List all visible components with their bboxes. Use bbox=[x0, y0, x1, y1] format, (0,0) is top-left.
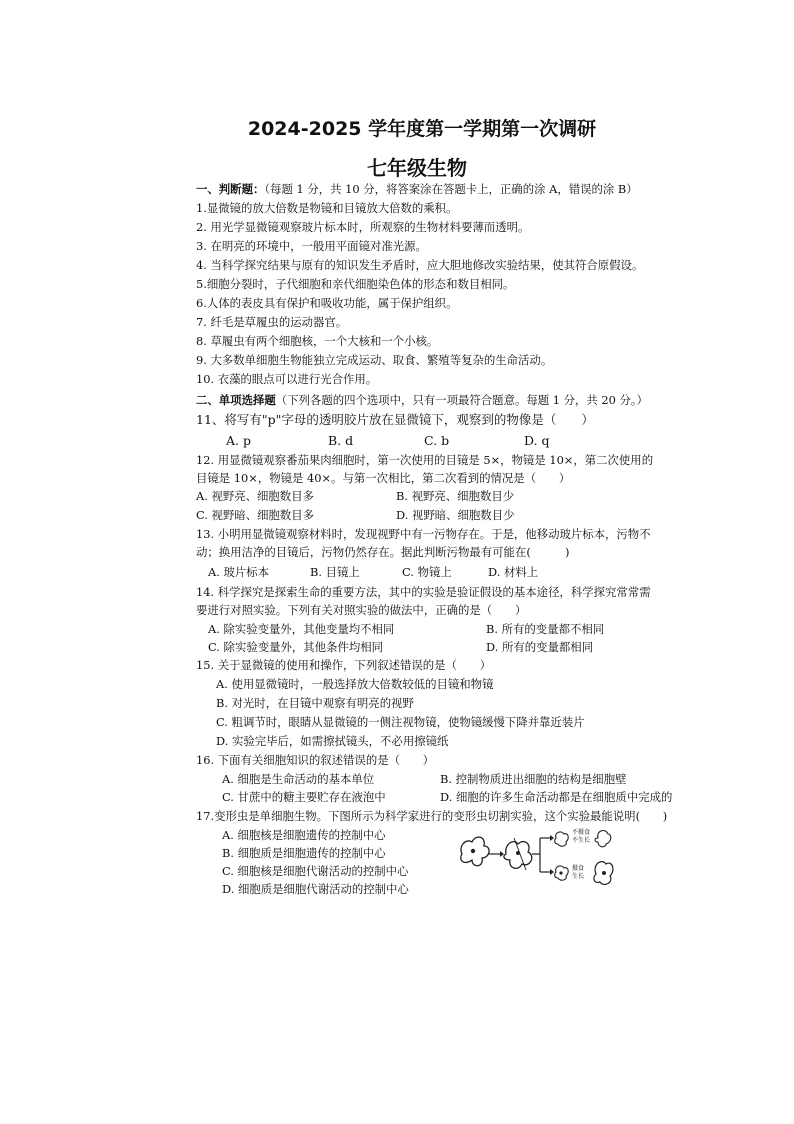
figure-label-no-growth: 不生长 bbox=[572, 837, 591, 844]
q12-stem-line2: 目镜是 10×，物镜是 40×。与第一次相比，第二次看到的情况是（ ） bbox=[196, 471, 571, 485]
q17-option-b: B. 细胞质是细胞遗传的控制中心 bbox=[222, 846, 386, 860]
section2-heading-bold: 二、单项选择题 bbox=[196, 393, 276, 407]
q11-stem: 11、将写有"p"字母的透明胶片放在显微镜下，观察到的物像是（ ） bbox=[196, 412, 594, 427]
q12-option-a: A. 视野亮、细胞数目多 bbox=[196, 489, 314, 503]
judge-item-8: 8. 草履虫有两个细胞核，一个大核和一个小核。 bbox=[196, 334, 439, 348]
q14-option-b: B. 所有的变量都不相同 bbox=[486, 622, 605, 636]
q16-option-b: B. 控制物质进出细胞的结构是细胞壁 bbox=[440, 772, 627, 786]
q15-option-d: D. 实验完毕后，如需擦拭镜头，不必用擦镜纸 bbox=[216, 734, 449, 748]
section1-heading-bold: 一、判断题： bbox=[196, 182, 265, 196]
judge-item-3: 3. 在明亮的环境中，一般用平面镜对准光源。 bbox=[196, 239, 427, 253]
q11-option-d: D. q bbox=[524, 433, 550, 448]
q13-option-c: C. 物镜上 bbox=[402, 565, 452, 579]
q17-option-a: A. 细胞核是细胞遗传的控制中心 bbox=[222, 828, 386, 842]
page-subtitle: 七年级生物 bbox=[367, 156, 467, 180]
q12-option-b: B. 视野亮、细胞数目少 bbox=[396, 489, 515, 503]
judge-item-7: 7. 纤毛是草履虫的运动器官。 bbox=[196, 315, 348, 329]
q14-option-a: A. 除实验变量外，其他变量均不相同 bbox=[208, 622, 395, 636]
figure-label-growth: 生长 bbox=[572, 873, 585, 880]
section1-heading bbox=[196, 182, 638, 197]
q15-option-a: A. 使用显微镜时，一般选择放大倍数较低的目镜和物镜 bbox=[216, 677, 494, 691]
q16-option-c: C. 甘蔗中的糖主要贮存在液泡中 bbox=[222, 790, 386, 804]
q16-option-a: A. 细胞是生命活动的基本单位 bbox=[222, 772, 375, 786]
q14-stem-line1: 14. 科学探究是探索生命的重要方法，其中的实验是验证假设的基本途径，科学探究常常需 bbox=[196, 585, 651, 599]
q13-stem-line1: 13. 小明用显微镜观察材料时，发现视野中有一污物存在。于是，他移动玻片标本，污物不 bbox=[196, 527, 651, 541]
judge-item-6: 6.人体的表皮具有保护和吸收功能，属于保护组织。 bbox=[196, 296, 458, 310]
q13-stem-line2: 动；换用洁净的目镜后，污物仍然存在。据此判断污物最有可能在( ) bbox=[196, 545, 570, 559]
judge-item-10: 10. 衣藻的眼点可以进行光合作用。 bbox=[196, 372, 378, 386]
q11-option-a: A. p bbox=[226, 433, 251, 448]
q15-option-b: B. 对光时，在目镜中观察有明亮的视野 bbox=[216, 696, 414, 710]
amoeba-no-nucleus-icon bbox=[555, 832, 568, 846]
q16-stem: 16. 下面有关细胞知识的叙述错误的是（ ） bbox=[196, 753, 435, 767]
q15-option-c: C. 粗调节时，眼睛从显微镜的一侧注视物镜，使物镜缓慢下降并靠近装片 bbox=[216, 715, 585, 729]
section2-heading bbox=[196, 393, 648, 408]
judge-item-4: 4. 当科学探究结果与原有的知识发生矛盾时，应大胆地修改实验结果，使其符合原假设。 bbox=[196, 258, 644, 272]
amoeba-experiment-figure bbox=[456, 824, 616, 890]
q12-option-c: C. 视野暗、细胞数目多 bbox=[196, 508, 315, 522]
amoeba-no-nucleus-result-icon bbox=[595, 831, 611, 847]
q13-option-b: B. 目镜上 bbox=[310, 565, 360, 579]
q11-option-b: B. d bbox=[328, 433, 354, 448]
judge-item-9: 9. 大多数单细胞生物能独立完成运动、取食、繁殖等复杂的生命活动。 bbox=[196, 353, 553, 367]
section2-heading-rest: （下列各题的四个选项中，只有一项最符合题意。每题 1 分，共 20 分。） bbox=[275, 393, 648, 407]
page-title: 2024-2025 学年度第一学期第一次调研 bbox=[247, 118, 597, 140]
q15-stem: 15. 关于显微镜的使用和操作，下列叙述错误的是（ ） bbox=[196, 658, 492, 672]
judge-item-1: 1.显微镜的放大倍数是物镜和目镜放大倍数的乘积。 bbox=[196, 201, 458, 215]
q14-option-d: D. 所有的变量都相同 bbox=[486, 640, 594, 654]
judge-item-2: 2. 用光学显微镜观察玻片标本时，所观察的生物材料要薄而透明。 bbox=[196, 220, 530, 234]
q16-option-d: D. 细胞的许多生命活动都是在细胞质中完成的 bbox=[440, 790, 673, 804]
section1-heading-rest: （每题 1 分，共 10 分，将答案涂在答题卡上，正确的涂 A，错误的涂 B） bbox=[264, 182, 638, 196]
q12-option-d: D. 视野暗、细胞数目少 bbox=[396, 508, 515, 522]
figure-label-feeding: 摄食 bbox=[572, 865, 585, 872]
q12-stem-line1: 12. 用显微镜观察番茄果肉细胞时，第一次使用的目镜是 5×，物镜是 10×，第二次使用的 bbox=[196, 453, 654, 467]
q14-stem-line2: 要进行对照实验。下列有关对照实验的做法中，正确的是（ ） bbox=[196, 603, 527, 617]
q13-option-a: A. 玻片标本 bbox=[208, 565, 270, 579]
judge-item-5: 5.细胞分裂时，子代细胞和亲代细胞染色体的形态和数目相同。 bbox=[196, 277, 515, 291]
q17-option-d: D. 细胞质是细胞代谢活动的控制中心 bbox=[222, 882, 409, 896]
figure-label-no-feeding: 不摄食 bbox=[572, 829, 591, 836]
q17-stem: 17.变形虫是单细胞生物。下图所示为科学家进行的变形虫切割实验，这个实验最能说明( ) bbox=[196, 809, 668, 823]
q13-option-d: D. 材料上 bbox=[488, 565, 539, 579]
q17-option-c: C. 细胞核是细胞代谢活动的控制中心 bbox=[222, 864, 409, 878]
q14-option-c: C. 除实验变量外，其他条件均相同 bbox=[208, 640, 384, 654]
q11-option-c: C. b bbox=[424, 433, 450, 448]
